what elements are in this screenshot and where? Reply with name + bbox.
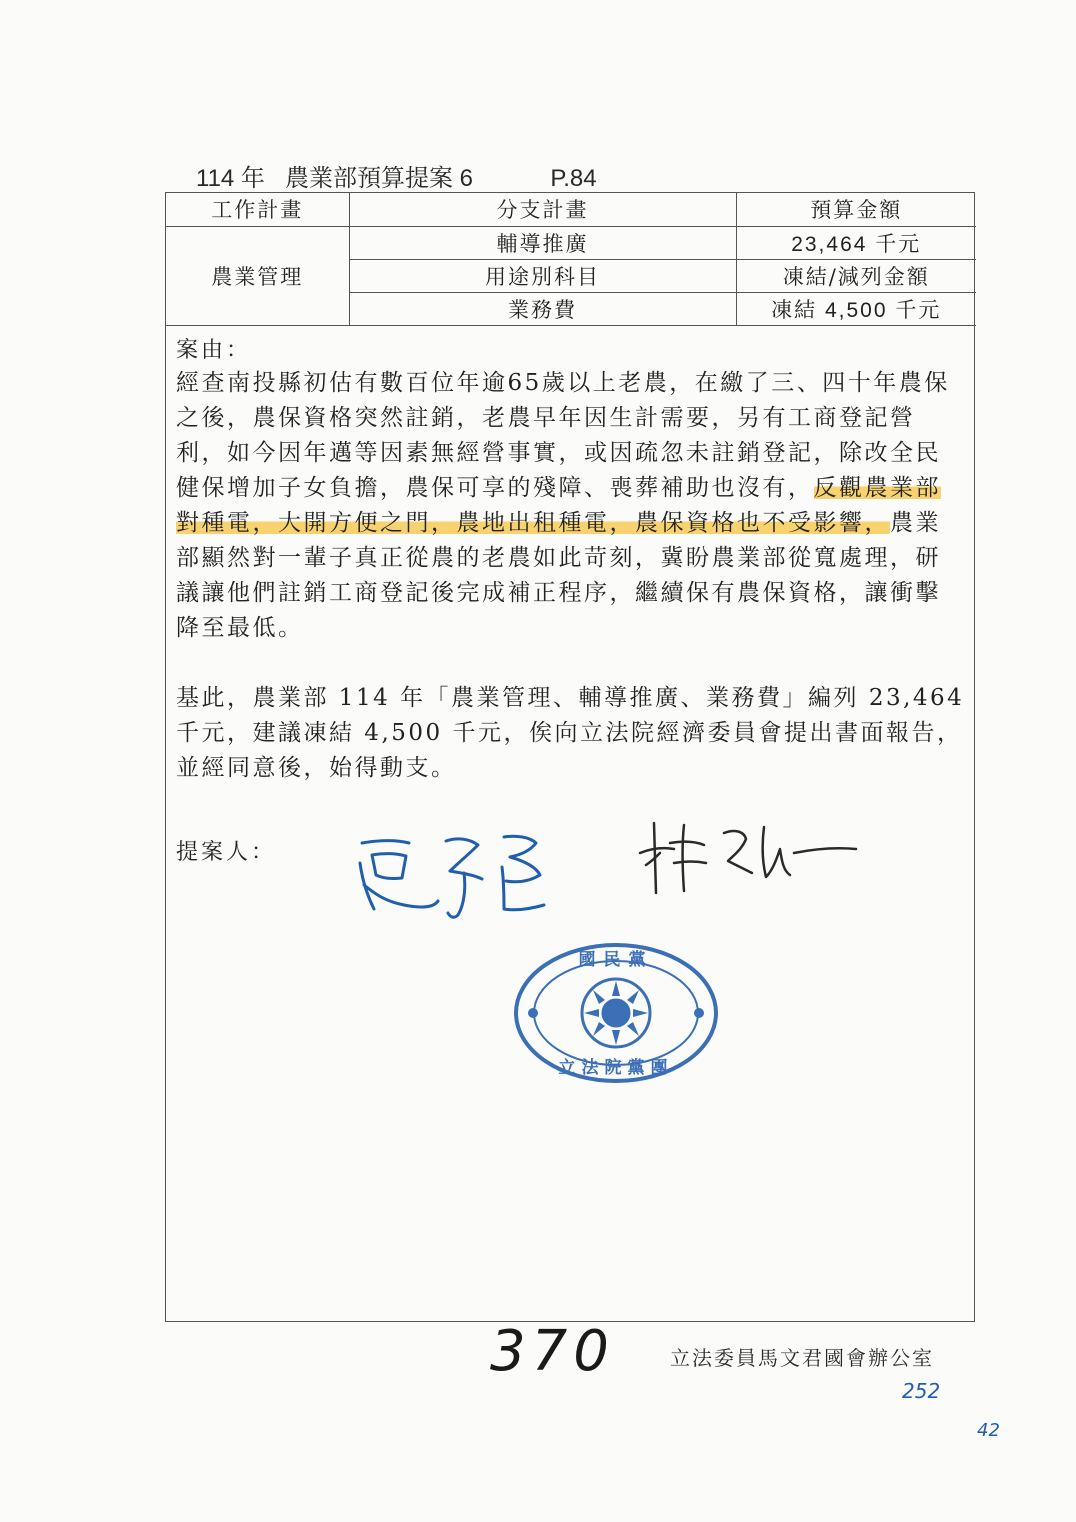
proposal-year: 114 年 [196, 165, 265, 192]
header-budget-amount: 預算金額 [736, 193, 976, 226]
table-row [166, 226, 976, 259]
case-text-1b: 農業部顯然對一輩子真正從農的老農如此苛刻，冀盼農業部從寬處理，研議讓他們註銷工商登記後完成補正程序，繼續保有農保資格，讓衝擊降至最低。 [176, 510, 941, 641]
handwritten-small-number [900, 1374, 970, 1406]
page-reference: P.84 [550, 165, 597, 192]
header-work-plan: 工作計畫 [166, 193, 349, 226]
budget-amount-cell: 23,464 千元 [736, 226, 976, 259]
freeze-amount-cell: 凍結 4,500 千元 [736, 292, 976, 325]
table-header-row [166, 193, 976, 226]
header-branch-plan: 分支計畫 [349, 193, 736, 226]
case-paragraph-1 [176, 366, 966, 646]
proposer-label: 提案人： [176, 840, 277, 865]
party-stamp [511, 938, 721, 1088]
purpose-header-cell: 用途別科目 [349, 259, 736, 292]
case-body [176, 366, 966, 786]
case-paragraph-2: 基此，農業部 114 年「農業管理、輔導推廣、業務費」編列 23,464 千元，建議凍結 4,500 千元，俟向立法院經濟委員會提出書面報告，並經同意後，始得動支。 [176, 685, 965, 781]
case-text-1a: 經查南投縣初估有數百位年逾65歲以上老農，在繳了三、四十年農保之後，農保資格突然註銷，老農早年因生計需要，另有工商登記營利，如今因年邁等因素無經營事實，或因疏忽未註銷登記，除改全民健保增加子女負擔，農保可享的殘障、喪葬補助也沒有， [176, 370, 950, 501]
proposal-heading [196, 158, 597, 193]
signature-1 [354, 823, 564, 933]
highlighted-text: 反觀農業部對種電，大開方便之門，農地出租種電，農保資格也不受影響， [176, 475, 941, 536]
branch-plan-cell: 輔導推廣 [349, 226, 736, 259]
signature-2 [634, 813, 864, 903]
handwritten-page-number [490, 1308, 640, 1388]
work-plan-cell: 農業管理 [166, 226, 349, 325]
small-number-text: 252 [902, 1379, 941, 1403]
purpose-item-cell: 業務費 [349, 292, 736, 325]
page-number-text: 370 [490, 1319, 615, 1384]
budget-table [166, 193, 976, 326]
freeze-header-cell: 凍結/減列金額 [736, 259, 976, 292]
proposal-title: 農業部預算提案 6 [284, 165, 473, 192]
office-name: 立法委員馬文君國會辦公室 [670, 1346, 934, 1370]
proposal-frame [165, 192, 975, 1322]
case-label: 案由： [176, 338, 252, 363]
stamp-top-text: 國民黨 [578, 950, 654, 970]
handwritten-mark [975, 1414, 1035, 1444]
mark-text: 42 [977, 1420, 1000, 1441]
stamp-bottom-text: 立法院黨團 [558, 1058, 674, 1078]
